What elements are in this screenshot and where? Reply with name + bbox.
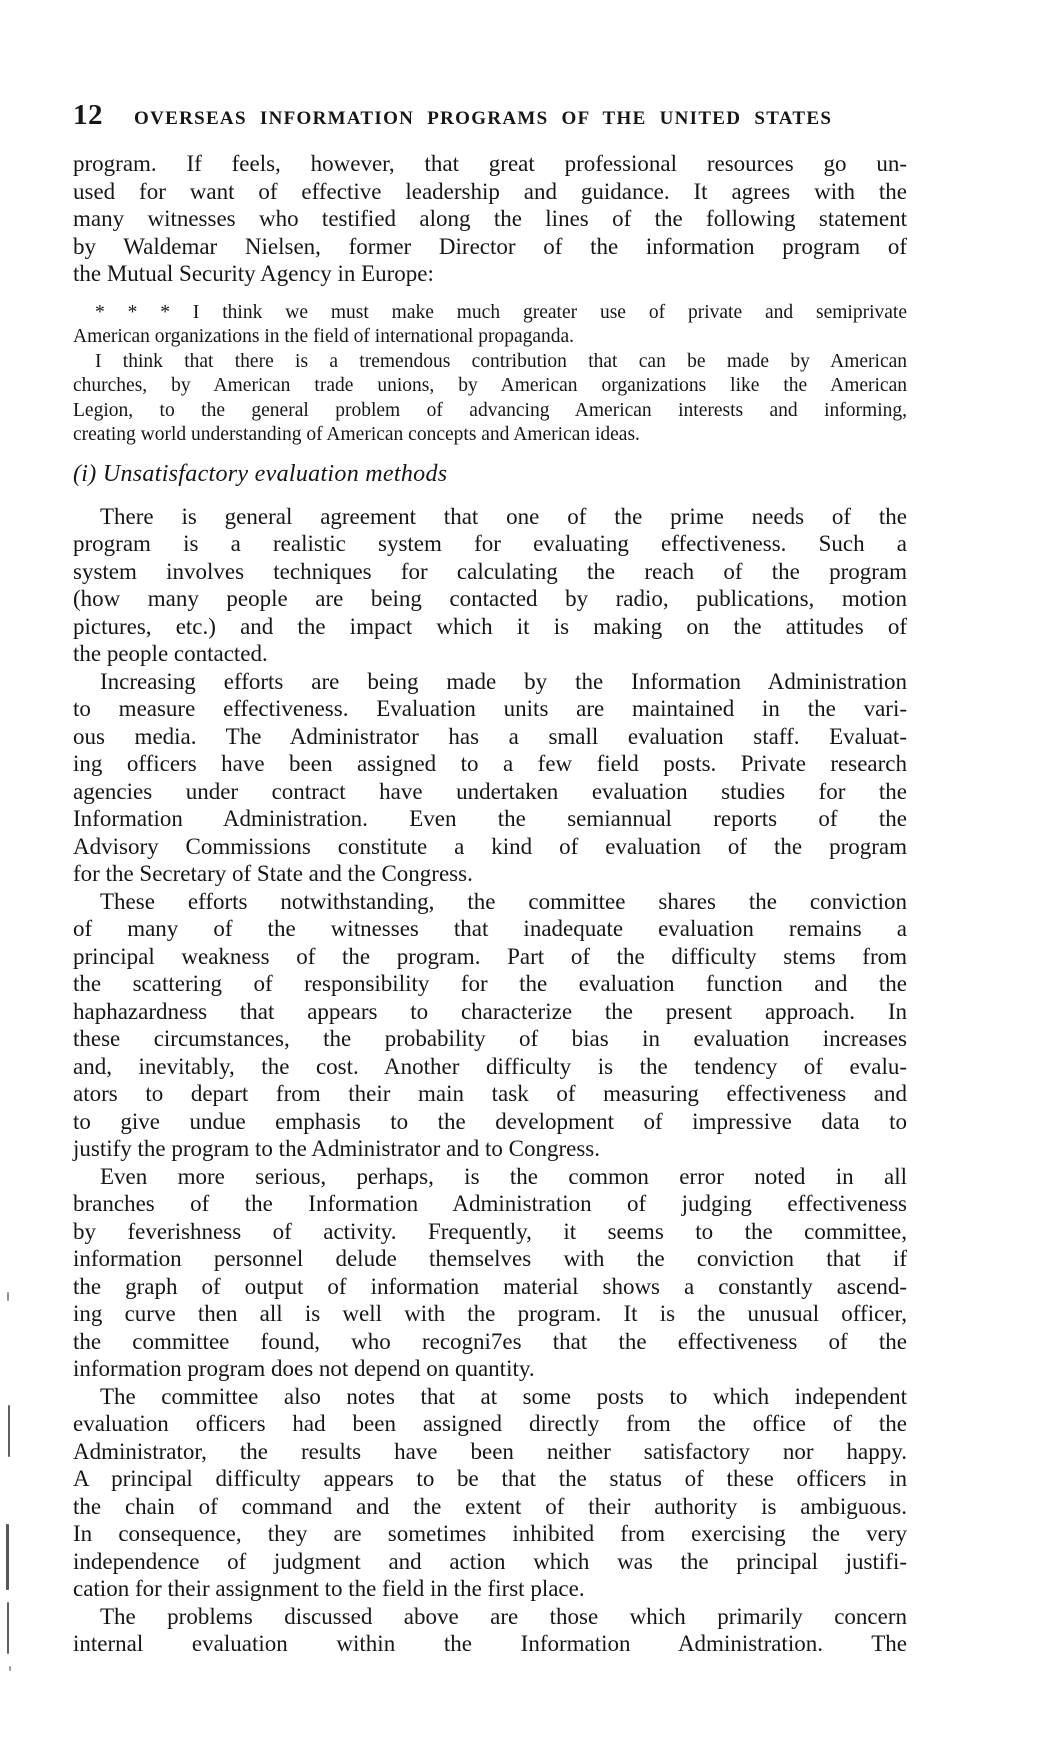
text-line: ing officers have been assigned to a few field posts. Private research (73, 751, 907, 776)
scan-artifact (6, 1524, 9, 1590)
quote-line: churches, by American trade unions, by American organizations like the American (73, 375, 907, 396)
text-line: by Waldemar Nielsen, former Director of the information program of (73, 233, 907, 259)
text-line: the chain of command and the extent of their authority is ambiguous. (73, 1493, 907, 1519)
quote-line: creating world understanding of American concepts and American ideas. (73, 424, 640, 445)
quote-line: * * * I think we must make much greater use of private and semiprivate (95, 301, 907, 323)
text-line: A principal difficulty appears to be that the status of these officers in (73, 1466, 907, 1491)
text-line: program is a realistic system for evaluating effectiveness. Such a (73, 531, 907, 556)
text-line: haphazardness that appears to characterize the present approach. In (73, 998, 907, 1024)
text-line: these circumstances, the probability of bias in evaluation increases (73, 1026, 907, 1051)
text-line: information program does not depend on quantity. (73, 1356, 535, 1381)
text-line: cation for their assignment to the field in the first place. (73, 1576, 585, 1601)
page-header (73, 99, 913, 132)
text-line: ators to depart from their main task of measuring effectiveness and (73, 1081, 907, 1106)
text-line: to measure effectiveness. Evaluation units are maintained in the vari- (73, 696, 907, 721)
text-line: Administrator, the results have been neither satisfactory nor happy. (73, 1438, 907, 1464)
text-line: information personnel delude themselves with the conviction that if (73, 1246, 907, 1271)
scan-artifact (7, 1292, 9, 1301)
text-line: independence of judgment and action which was the principal justifi- (73, 1548, 907, 1574)
text-line: Increasing efforts are being made by the Information Administration (100, 668, 907, 694)
text-line: used for want of effective leadership and guidance. It agrees with the (73, 178, 907, 204)
text-line: system involves techniques for calculating the reach of the program (73, 558, 907, 584)
text-line: many witnesses who testified along the lines of the following statement (73, 206, 907, 231)
paragraph (73, 1383, 907, 1603)
text-line: agencies under contract have undertaken evaluation studies for the (73, 778, 907, 804)
block-quote (73, 301, 907, 448)
text-line: ing curve then all is well with the program. It is the unusual officer, (73, 1301, 907, 1326)
text-line: the Mutual Security Agency in Europe: (73, 261, 434, 286)
text-line: program. If feels, however, that great professional resources go un- (73, 151, 907, 176)
text-line: and, inevitably, the cost. Another difficulty is the tendency of evalu- (73, 1053, 907, 1079)
text-line: Information Administration. Even the semiannual reports of the (73, 806, 907, 831)
text-line: In consequence, they are sometimes inhibited from exercising the very (73, 1521, 907, 1546)
text-line: justify the program to the Administrator and to Congress. (73, 1136, 601, 1161)
paragraph (73, 1603, 907, 1658)
text-line: the graph of output of information material shows a constantly ascend- (73, 1273, 907, 1299)
text-line: internal evaluation within the Information Administration. The (73, 1631, 907, 1656)
text-line: There is general agreement that one of the prime needs of the (100, 503, 907, 529)
page-number: 12 (73, 99, 103, 131)
text-line: by feverishness of activity. Frequently, it seems to the committee, (73, 1218, 907, 1244)
text-line: Advisory Commissions constitute a kind of evaluation of the program (73, 833, 907, 859)
scan-artifact (7, 1602, 9, 1654)
text-line: to give undue emphasis to the development of impressive data to (73, 1108, 907, 1134)
page-body (73, 150, 907, 1658)
scan-artifact (103, 1560, 106, 1563)
paragraph (73, 150, 907, 288)
text-line: (how many people are being contacted by radio, publications, motion (73, 586, 907, 611)
text-line: The committee also notes that at some posts to which independent (100, 1383, 907, 1409)
text-line: the scattering of responsibility for the evaluation function and the (73, 971, 907, 996)
scan-artifact (9, 1666, 11, 1671)
quote-line: Legion, to the general problem of advancing American interests and informing, (73, 399, 907, 421)
text-line: These efforts notwithstanding, the committee shares the conviction (100, 888, 907, 914)
text-line: the people contacted. (73, 641, 268, 666)
text-line: evaluation officers had been assigned directly from the office of the (73, 1411, 907, 1436)
quote-line: American organizations in the field of international propaganda. (73, 326, 575, 347)
running-head: OVERSEAS INFORMATION PROGRAMS OF THE UNITED STATES (134, 108, 833, 129)
paragraph (73, 503, 907, 668)
text-line: for the Secretary of State and the Congress. (73, 861, 473, 886)
section-heading: (i) Unsatisfactory evaluation methods (73, 460, 448, 487)
text-line: Even more serious, perhaps, is the common error noted in all (100, 1163, 907, 1189)
text-line: pictures, etc.) and the impact which it is making on the attitudes of (73, 613, 907, 639)
text-line: ous media. The Administrator has a small evaluation staff. Evaluat- (73, 723, 907, 749)
paragraph (73, 1163, 907, 1383)
text-line: the committee found, who recogni7es that the effectiveness of the (73, 1328, 907, 1354)
text-line: branches of the Information Administration of judging effectiveness (73, 1191, 907, 1216)
text-line: principal weakness of the program. Part of the difficulty stems from (73, 943, 907, 969)
text-line: The problems discussed above are those which primarily concern (100, 1603, 907, 1629)
scan-artifact (8, 1405, 10, 1457)
quote-line: I think that there is a tremendous contribution that can be made by American (95, 350, 907, 372)
text-line: of many of the witnesses that inadequate evaluation remains a (73, 916, 907, 941)
paragraph (73, 888, 907, 1163)
paragraph (73, 668, 907, 888)
